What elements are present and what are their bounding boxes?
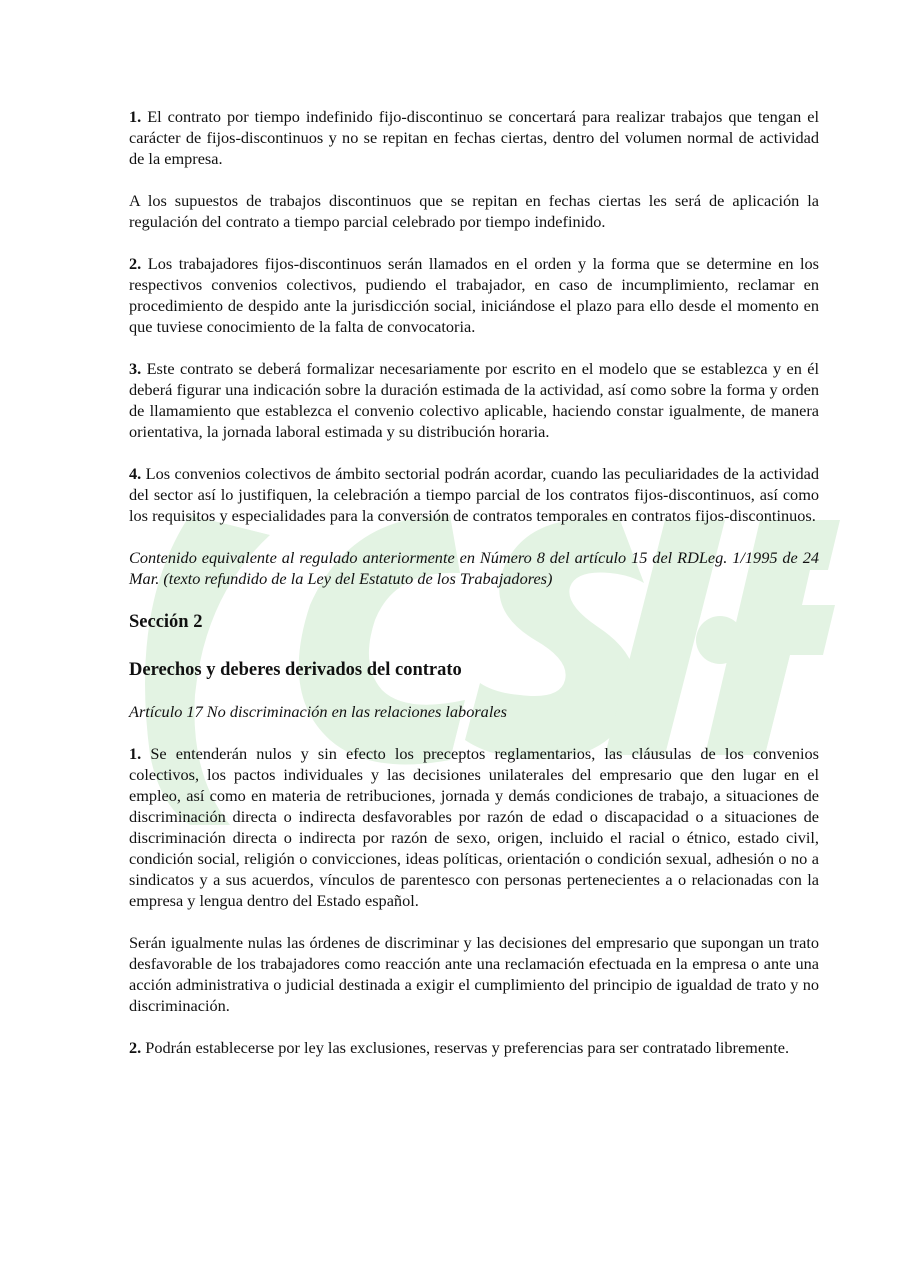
- paragraph-number: 2.: [129, 254, 142, 273]
- paragraph-text: Se entenderán nulos y sin efecto los preceptos reglamentarios, las cláusulas de los convenios colectivos, los pactos individuales y las decisiones unilaterales del empresario que den lugar en el empleo, así como en materia de retribuciones, jornada y demás condiciones de trabajo, a situaciones de discriminación directa o indirecta desfavorables por razón de edad o discapacidad o a situaciones de discriminación directa o indirecta por razón de sexo, origen, incluido el racial o étnico, estado civil, condición social, religión o convicciones, ideas políticas, orientación o condición sexual, adhesión o no a sindicatos y a sus acuerdos, vínculos de parentesco con personas pertenecientes a o relacionadas con la empresa y lengua dentro del Estado español.: [129, 744, 819, 910]
- article-paragraph-1-continuation: Serán igualmente nulas las órdenes de discriminar y las decisiones del empresario que supongan un trato desfavorable de los trabajadores como reacción ante una reclamación efectuada en la empresa o ante una acción administrativa o judicial destinada a exigir el cumplimiento del principio de igualdad de trato y no discriminación.: [129, 933, 819, 1015]
- paragraph-2: [129, 253, 819, 337]
- section-label: Sección 2: [129, 612, 203, 632]
- paragraph-3: [129, 358, 819, 442]
- equivalence-note: Contenido equivalente al regulado anteriormente en Número 8 del artículo 15 del RDLeg. 1/1995 de 24 Mar. (texto refundido de la Ley del Estatuto de los Trabajadores): [129, 548, 819, 588]
- paragraph-number: 2.: [129, 1038, 142, 1057]
- paragraph-number: 1.: [129, 107, 142, 126]
- paragraph-number: 3.: [129, 359, 142, 378]
- document-body: [129, 106, 819, 1079]
- article-paragraph-1: [129, 743, 819, 911]
- paragraph-text: El contrato por tiempo indefinido fijo-discontinuo se concertará para realizar trabajos que tengan el carácter de fijos-discontinuos y no se repitan en fechas ciertas, dentro del volumen normal de actividad de la empresa.: [129, 107, 819, 168]
- paragraph-1: [129, 106, 819, 169]
- article-paragraph-2: [129, 1037, 819, 1058]
- section-title: Derechos y deberes derivados del contrato: [129, 660, 462, 680]
- article-title: Artículo 17 No discriminación en las relaciones laborales: [129, 702, 507, 721]
- paragraph-text: Los trabajadores fijos-discontinuos serán llamados en el orden y la forma que se determine en los respectivos convenios colectivos, pudiendo el trabajador, en caso de incumplimiento, reclamar en procedimiento de despido ante la jurisdicción social, iniciándose el plazo para ello desde el momento en que tuviese conocimiento de la falta de convocatoria.: [129, 254, 819, 336]
- paragraph-number: 1.: [129, 744, 142, 763]
- paragraph-1-continuation: A los supuestos de trabajos discontinuos que se repitan en fechas ciertas les será de aplicación la regulación del contrato a tiempo parcial celebrado por tiempo indefinido.: [129, 191, 819, 231]
- paragraph-text: Los convenios colectivos de ámbito sectorial podrán acordar, cuando las peculiaridades de la actividad del sector así lo justifiquen, la celebración a tiempo parcial de los contratos fijos-discontinuos, así como los requisitos y especialidades para la conversión de contratos temporales en contratos fijos-discontinuos.: [129, 464, 819, 525]
- paragraph-text: Este contrato se deberá formalizar necesariamente por escrito en el modelo que se establezca y en él deberá figurar una indicación sobre la duración estimada de la actividad, así como sobre la forma y orden de llamamiento que establezca el convenio colectivo aplicable, haciendo constar igualmente, de manera orientativa, la jornada laboral estimada y su distribución horaria.: [129, 359, 819, 441]
- paragraph-number: 4.: [129, 464, 142, 483]
- paragraph-text: Podrán establecerse por ley las exclusiones, reservas y preferencias para ser contratado libremente.: [141, 1038, 790, 1057]
- paragraph-4: [129, 463, 819, 526]
